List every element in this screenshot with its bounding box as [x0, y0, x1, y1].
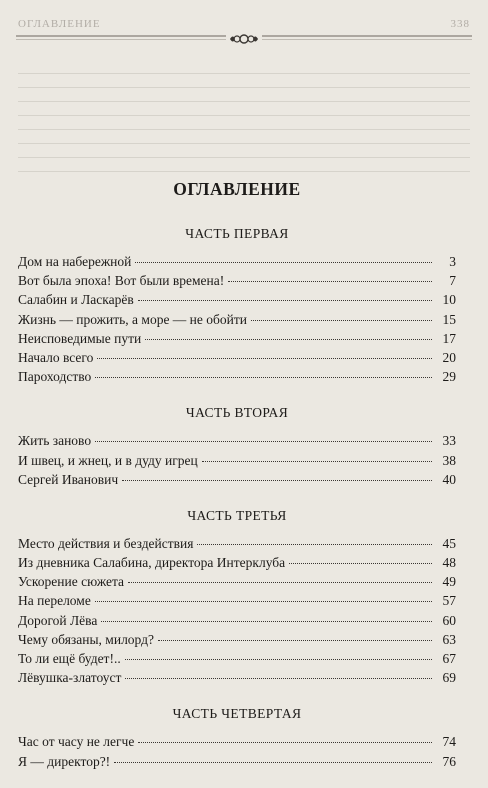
- entry-page-number: 57: [442, 593, 456, 609]
- toc-entry: [18, 553, 456, 572]
- toc-parts: [18, 224, 456, 771]
- toc-entry: [18, 534, 456, 553]
- entry-page-number: 63: [442, 631, 456, 647]
- toc-entry: [18, 630, 456, 649]
- dot-leader: [125, 678, 432, 679]
- entry-title: Место действия и бездействия: [18, 535, 194, 551]
- dot-leader: [101, 621, 432, 622]
- toc-title: ОГЛАВЛЕНИЕ: [173, 179, 301, 199]
- dot-leader: [138, 742, 432, 743]
- entry-page-number: 48: [442, 555, 456, 571]
- running-head-left: ОГЛАВЛЕНИЕ: [18, 18, 101, 30]
- dot-leader: [138, 300, 432, 301]
- entry-title: Начало всего: [18, 349, 94, 365]
- part-title: ЧАСТЬ ВТОРАЯ: [185, 405, 289, 421]
- entry-title: Жизнь — прожить, а море — не обойти: [18, 311, 247, 327]
- dot-leader: [114, 762, 432, 763]
- toc-entry: [18, 252, 456, 271]
- toc-entry: [18, 310, 456, 329]
- entry-title: Из дневника Салабина, директора Интерклуба: [18, 555, 286, 571]
- dot-leader: [289, 563, 432, 564]
- toc-entry: [18, 367, 456, 386]
- toc-entry: [18, 451, 456, 470]
- toc-entry: [18, 732, 456, 751]
- entry-title: На переломе: [18, 593, 91, 609]
- dot-leader: [95, 377, 432, 378]
- entry-title: Час от часу не легче: [18, 734, 135, 750]
- entry-page-number: 29: [442, 369, 456, 385]
- dot-leader: [228, 281, 432, 282]
- entry-page-number: 17: [442, 330, 456, 346]
- toc-entry: [18, 591, 456, 610]
- entry-title: Салабин и Ласкарёв: [18, 292, 134, 308]
- entry-title: Я — директор?!: [18, 753, 111, 769]
- entry-page-number: 67: [442, 651, 456, 666]
- entry-title: Вот была эпоха! Вот были времена!: [18, 273, 225, 289]
- dot-leader: [158, 640, 432, 641]
- dot-leader: [95, 601, 432, 602]
- entry-title: То ли ещё будет!..: [18, 651, 121, 666]
- part-title: ЧАСТЬ ЧЕТВЕРТАЯ: [172, 706, 302, 722]
- entry-page-number: 74: [442, 734, 456, 750]
- toc-entry: [18, 329, 456, 348]
- part-title: ЧАСТЬ ПЕРВАЯ: [185, 226, 289, 241]
- dot-leader: [251, 320, 432, 321]
- toc-entry: [18, 649, 456, 668]
- entry-title: Лёвушка-златоуст: [18, 670, 122, 686]
- table-of-contents: [18, 178, 456, 788]
- toc-entry: [18, 668, 456, 687]
- toc-entry: [18, 752, 456, 771]
- toc-entry: [18, 348, 456, 367]
- toc-entry: [18, 470, 456, 489]
- entry-title: Дом на набережной: [18, 254, 132, 269]
- toc-entry: [18, 611, 456, 630]
- dot-leader: [122, 480, 432, 481]
- entry-page-number: 3: [449, 254, 456, 269]
- entry-title: Сергей Иванович: [18, 471, 119, 487]
- entry-page-number: 76: [442, 753, 456, 769]
- part-entries: [18, 431, 456, 489]
- ornament-icon: [226, 30, 262, 48]
- entry-title: Пароходство: [18, 369, 92, 385]
- entry-page-number: 10: [442, 292, 456, 308]
- dot-leader: [128, 582, 432, 583]
- part-entries: [18, 534, 456, 688]
- entry-page-number: 33: [442, 433, 456, 449]
- dot-leader: [97, 358, 432, 359]
- entry-title: Дорогой Лёва: [18, 612, 98, 628]
- entry-page-number: 7: [449, 273, 456, 289]
- entry-title: Ускорение сюжета: [18, 574, 125, 590]
- dot-leader: [135, 262, 432, 263]
- part-entries: [18, 252, 456, 386]
- dot-leader: [197, 544, 432, 545]
- dot-leader: [202, 461, 432, 462]
- entry-page-number: 69: [442, 670, 456, 686]
- entry-title: И швец, и жнец, и в дуду игрец: [18, 452, 198, 468]
- toc-entry: [18, 271, 456, 290]
- entry-page-number: 15: [442, 311, 456, 327]
- part-title: ЧАСТЬ ТРЕТЬЯ: [187, 507, 287, 523]
- entry-title: Чему обязаны, милорд?: [18, 631, 154, 647]
- toc-entry: [18, 572, 456, 591]
- entry-page-number: 45: [442, 535, 456, 551]
- entry-title: Жить заново: [18, 433, 92, 449]
- entry-title: Неисповедимые пути: [18, 330, 142, 346]
- running-head: [18, 8, 470, 30]
- entry-page-number: 38: [442, 452, 456, 468]
- toc-entry: [18, 431, 456, 450]
- dot-leader: [145, 339, 432, 340]
- entry-page-number: 60: [442, 612, 456, 628]
- entry-page-number: 49: [442, 574, 456, 590]
- entry-page-number: 40: [442, 471, 456, 487]
- running-head-page-number: 338: [450, 18, 470, 30]
- dot-leader: [125, 659, 432, 660]
- dot-leader: [95, 441, 432, 442]
- entry-page-number: 20: [442, 349, 456, 365]
- part-entries: [18, 732, 456, 770]
- toc-entry: [18, 290, 456, 309]
